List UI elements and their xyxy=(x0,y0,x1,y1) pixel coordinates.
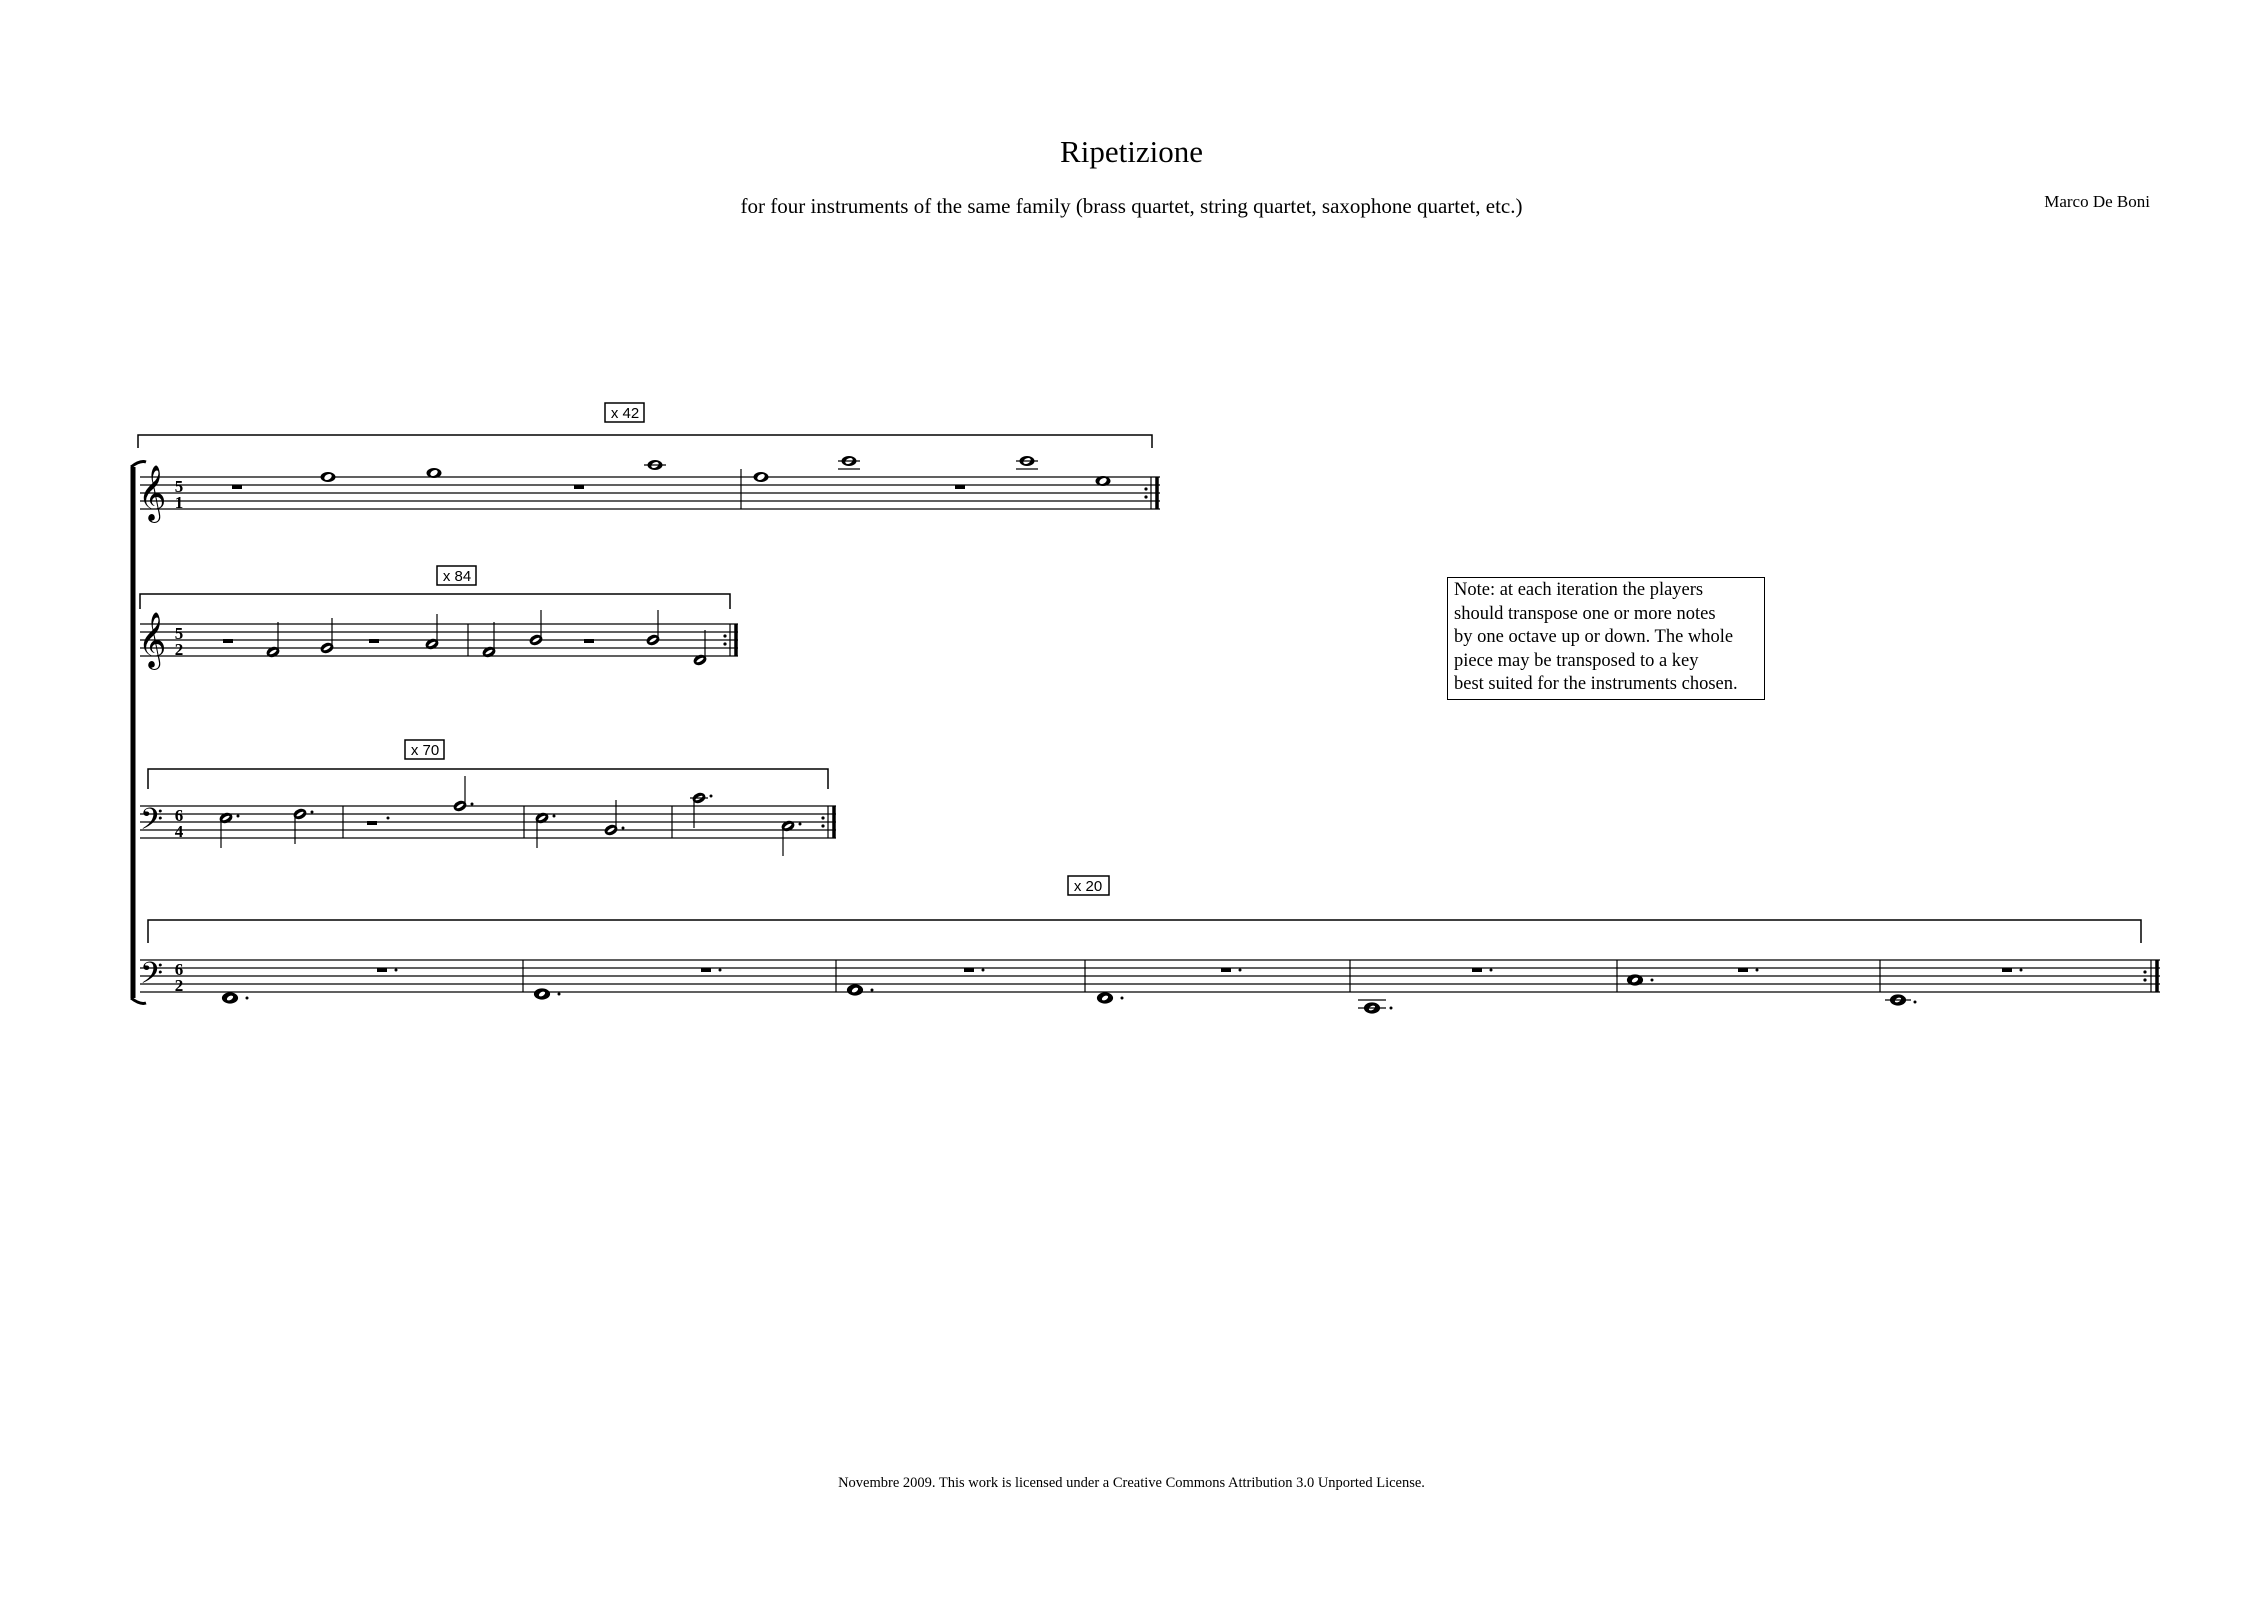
page-subtitle: for four instruments of the same family (brass quartet, string quartet, saxophone quartet, etc.) xyxy=(740,194,1523,218)
repeat-count-label: x 84 xyxy=(442,568,472,585)
time-signature-top: 5 xyxy=(174,477,184,496)
repeat-bracket xyxy=(138,435,1152,448)
time-signature-bottom: 2 xyxy=(174,976,184,995)
system-bracket xyxy=(131,462,146,1004)
note-line: piece may be transposed to a key xyxy=(1454,650,1699,671)
note-line: by one octave up or down. The whole xyxy=(1454,627,1734,647)
staff-lines xyxy=(140,477,1160,509)
time-signature-bottom: 2 xyxy=(174,640,184,659)
time-signature-bottom: 1 xyxy=(174,493,184,512)
time-signature-top: 5 xyxy=(174,624,184,643)
note-line: Note: at each iteration the players xyxy=(1454,580,1704,600)
staff-3 xyxy=(140,740,836,856)
note-line: should transpose one or more notes xyxy=(1454,603,1716,624)
composer-name: Marco De Boni xyxy=(2044,192,2150,211)
time-signature-top: 6 xyxy=(174,960,184,979)
time-signature-top: 6 xyxy=(174,806,184,825)
treble-clef-icon: 𝄞 xyxy=(138,612,167,668)
note-line: best suited for the instruments chosen. xyxy=(1454,674,1738,694)
staff-2 xyxy=(138,566,738,670)
treble-clef-icon: 𝄞 xyxy=(138,465,167,521)
time-signature-bottom: 4 xyxy=(174,822,184,841)
bass-clef-icon: 𝄢 xyxy=(140,957,164,998)
page-title: Ripetizione xyxy=(1060,134,1203,169)
repeat-count-label: x 42 xyxy=(610,405,640,422)
bass-clef-icon: 𝄢 xyxy=(140,803,164,844)
repeat-count-label: x 20 xyxy=(1073,878,1103,895)
notes xyxy=(219,776,802,856)
notes xyxy=(223,610,707,666)
license-footer: Novembre 2009. This work is licensed under a Creative Commons Attribution 3.0 Unported License. xyxy=(838,1475,1425,1491)
repeat-count-label: x 70 xyxy=(410,742,440,759)
staff-4 xyxy=(140,876,2160,1013)
staff-1 xyxy=(138,403,1160,523)
